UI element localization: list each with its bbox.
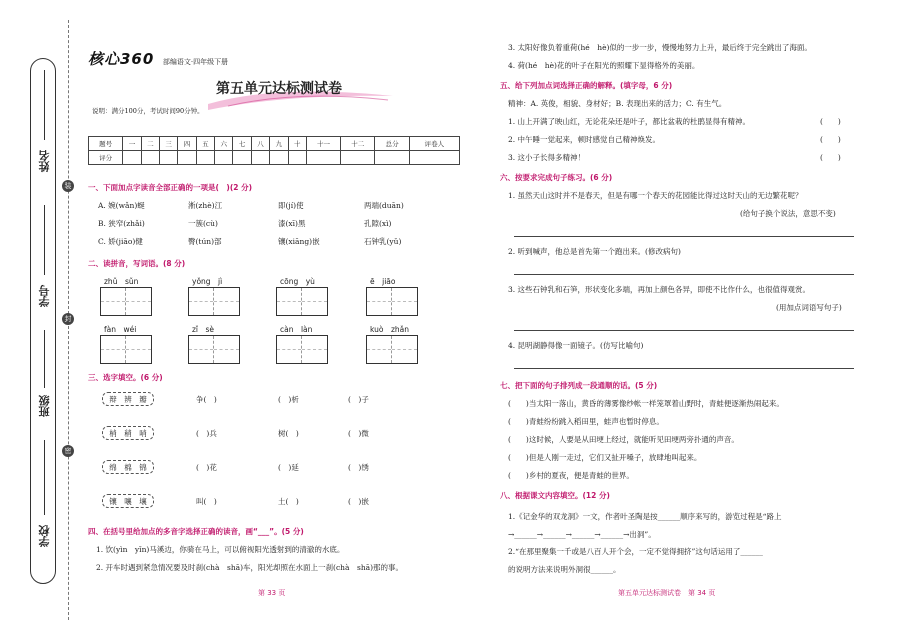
- q8-heading: 八、根据课文内容填空。(12 分): [500, 491, 610, 500]
- score-header-row: [89, 137, 460, 151]
- writing-cell[interactable]: [392, 288, 417, 315]
- q8-item-2-cont: 的说明方法来说明外洞很______。: [508, 565, 621, 574]
- q2-heading: 二、读拼音，写词语。(8 分): [88, 259, 186, 268]
- q2-writing-grid[interactable]: [100, 335, 152, 364]
- seal-mi: 密: [62, 445, 74, 457]
- binding-frame: [30, 58, 56, 584]
- writing-cell[interactable]: [126, 288, 151, 315]
- writing-cell[interactable]: [302, 336, 327, 363]
- writing-cell[interactable]: [367, 336, 392, 363]
- score-col-header: 八: [251, 137, 269, 151]
- page-title: 第五单元达标测试卷: [216, 81, 342, 97]
- q7-item-2: ( )青蛙纷纷跳入稻田里，蛙声也暂时停息。: [508, 417, 664, 426]
- score-col-header: 三: [160, 137, 178, 151]
- q7-item-5: ( )乡村的夏夜，便是青蛙的世界。: [508, 471, 634, 480]
- score-col-header: 评卷人: [409, 137, 459, 151]
- q4-heading: 四、在括号里给加点的多音字选择正确的读音，画“___”。(5 分): [88, 527, 304, 536]
- q6-answer-line-1[interactable]: [514, 236, 854, 237]
- writing-cell[interactable]: [277, 288, 302, 315]
- edition-label: 部编语文·四年级下册: [162, 58, 229, 66]
- score-col-header: 一: [123, 137, 141, 151]
- q1-option-cell: B. 狭窄(zhǎi): [98, 219, 145, 228]
- q3-blank[interactable]: 树( ): [278, 429, 299, 438]
- q4-item-3: 3. 太阳好像负着重荷(hé hè)似的一步一步，慢慢地努力上升，最后终于完全跳出了海面。: [508, 43, 812, 52]
- q2-writing-grid[interactable]: [188, 335, 240, 364]
- writing-cell[interactable]: [126, 336, 151, 363]
- q3-blank[interactable]: ( )绣: [348, 463, 369, 472]
- writing-cell[interactable]: [189, 288, 214, 315]
- q1-option-cell: 孔隙(xì): [364, 219, 392, 228]
- writing-cell[interactable]: [277, 336, 302, 363]
- q2-writing-grid[interactable]: [366, 287, 418, 316]
- q7-item-1: ( )当太阳一落山，黄昏的薄雾像纱帐一样笼罩着山野时，青蛙便逐渐热闹起来。: [508, 399, 784, 408]
- score-col-header: 十一: [306, 137, 340, 151]
- q7-item-4: ( )但是人刚一走过，它们又扯开嗓子，放肆地叫起来。: [508, 453, 702, 462]
- q6-heading: 六、按要求完成句子练习。(6 分): [500, 173, 613, 182]
- q2-writing-grid[interactable]: [366, 335, 418, 364]
- q2-writing-grid[interactable]: [100, 287, 152, 316]
- q2-pinyin: zǐ sè: [192, 325, 215, 334]
- q1-option-cell: 即(jí)使: [278, 201, 304, 210]
- q3-blank[interactable]: ( )兵: [196, 429, 217, 438]
- q2-writing-grid[interactable]: [276, 335, 328, 364]
- q3-blank[interactable]: ( )微: [348, 429, 369, 438]
- q4-item-2: 2. 开车时遇到紧急情况要及时刹(chà shā)车，阳光却照在水面上一刹(chà shā)那的事。: [96, 563, 404, 572]
- q2-writing-grid[interactable]: [276, 287, 328, 316]
- q3-blank[interactable]: ( )子: [348, 395, 369, 404]
- score-cell[interactable]: [160, 151, 178, 165]
- q2-pinyin: ē jiāo: [370, 277, 396, 286]
- writing-cell[interactable]: [367, 288, 392, 315]
- brand-logo: 核心360: [88, 50, 155, 68]
- score-cell[interactable]: [409, 151, 459, 165]
- q1-option-cell: 两端(duān): [364, 201, 404, 210]
- left-page: [88, 36, 460, 626]
- q3-blank[interactable]: ( )析: [278, 395, 299, 404]
- writing-cell[interactable]: [302, 288, 327, 315]
- score-col-header: 四: [178, 137, 196, 151]
- q1-option-cell: A. 婉(wǎn)蜒: [98, 201, 145, 210]
- q1-option-cell: 淅(zhè)江: [188, 201, 223, 210]
- score-col-header: 十二: [341, 137, 375, 151]
- score-col-header: 题号: [89, 137, 123, 151]
- score-cell[interactable]: [178, 151, 196, 165]
- q6-item-2: 2. 听到喊声，他总是首先第一个跑出来。(修改病句): [508, 247, 681, 256]
- name-label: 姓名: [38, 150, 51, 172]
- score-col-header: 七: [233, 137, 251, 151]
- q3-blank[interactable]: 争( ): [196, 395, 217, 404]
- brand-row: [88, 48, 228, 69]
- score-col-header: 六: [215, 137, 233, 151]
- class-label: 班级: [38, 395, 51, 417]
- q6-hint-1: (给句子换个说法，意思不变): [740, 209, 836, 218]
- student-id-label: 学号: [38, 285, 51, 307]
- score-cell[interactable]: [123, 151, 141, 165]
- q5-item-2: 2. 中午睡一觉起来，顿时感觉自己精神焕发。: [508, 135, 661, 144]
- writing-cell[interactable]: [101, 288, 126, 315]
- q4-item-4: 4. 荷(hé hè)花的叶子在阳光的照耀下显得格外的美丽。: [508, 61, 700, 70]
- q2-writing-grid[interactable]: [188, 287, 240, 316]
- q4-item-1: 1. 饮(yìn yǐn)马溪边，你骑在马上，可以俯视阳光透射到的清澈的水底。: [96, 545, 345, 554]
- school-line: [44, 440, 45, 515]
- q1-option-cell: 镶(xiāng)嵌: [278, 237, 320, 246]
- score-col-header: 五: [196, 137, 214, 151]
- q3-blank[interactable]: 叫( ): [196, 497, 217, 506]
- score-cell[interactable]: [196, 151, 214, 165]
- score-col-header: 二: [141, 137, 159, 151]
- score-value-row: [89, 151, 460, 165]
- q2-pinyin: cōng yù: [280, 277, 315, 286]
- score-cell[interactable]: [141, 151, 159, 165]
- score-col-header: 十: [288, 137, 306, 151]
- q2-pinyin: kuò zhǎn: [370, 325, 409, 334]
- score-cell[interactable]: [288, 151, 306, 165]
- q8-item-1: 1.《记金华的双龙洞》一文，作者叶圣陶是按______顺序来写的，游览过程是“路上→______→______→______→______→出洞”。: [508, 512, 782, 539]
- right-page-number: 第五单元达标测试卷 第 34 页: [618, 589, 716, 597]
- q7-item-3: ( )这时候，人要是从田埂上经过，就能听见田埂两旁扑通的声音。: [508, 435, 739, 444]
- q3-heading: 三、选字填空。(6 分): [88, 373, 163, 382]
- q1-option-cell: 臀(tún)部: [188, 237, 222, 246]
- writing-cell[interactable]: [214, 288, 239, 315]
- q6-hint-3: (用加点词语写句子): [776, 303, 842, 312]
- q5-answer-1[interactable]: ( ): [820, 117, 841, 126]
- q3-option-box: 镶 嚷 壤: [102, 494, 154, 508]
- q5-item-1: 1. 山上开满了映山红，无论花朵还是叶子，都比盆栽的杜鹃显得有精神。: [508, 117, 751, 126]
- q6-item-1: 1. 虽然天山这时并不是春天，但是有哪一个春天的花园能比得过这时天山的无边繁花呢？: [508, 191, 803, 200]
- score-cell[interactable]: [306, 151, 340, 165]
- student-id-line: [44, 205, 45, 275]
- score-cell[interactable]: [341, 151, 375, 165]
- q3-blank[interactable]: 土( ): [278, 497, 299, 506]
- score-row-label: 评分: [89, 151, 123, 165]
- score-cell[interactable]: [270, 151, 288, 165]
- q3-option-box: 绵 棉 锦: [102, 460, 154, 474]
- score-cell[interactable]: [251, 151, 269, 165]
- exam-note: 说明：满分100分，考试时间90分钟。: [92, 107, 204, 115]
- score-col-header: 总分: [375, 137, 409, 151]
- q3-blank[interactable]: ( )花: [196, 463, 217, 472]
- left-page-number: 第 33 页: [258, 589, 286, 597]
- q6-item-3: 3. 这些石钟乳和石笋，形状变化多端，再加上颜色各异，即使不比作什么，也很值得观赏。: [508, 285, 811, 294]
- q1-option-cell: C. 娇(jiāo)健: [98, 237, 143, 246]
- score-col-header: 九: [270, 137, 288, 151]
- q3-option-box: 辩 辨 瓣: [102, 392, 154, 406]
- q3-option-box: 梢 稍 哨: [102, 426, 154, 440]
- q6-item-4: 4. 昆明湖静得像一面镜子。(仿写比喻句): [508, 341, 644, 350]
- q2-pinyin: fàn wéi: [104, 325, 137, 334]
- q8-item-2: 2.“在那里聚集一千或是八百人开个会，一定不觉得拥挤”这句话运用了______: [508, 547, 763, 556]
- class-line: [44, 330, 45, 388]
- q6-answer-line-3[interactable]: [514, 330, 854, 331]
- writing-cell[interactable]: [101, 336, 126, 363]
- q1-option-cell: 一簇(cù): [188, 219, 218, 228]
- q6-answer-line-2[interactable]: [514, 274, 854, 275]
- q5-answer-2[interactable]: ( ): [820, 135, 841, 144]
- seal-feng: 封: [62, 313, 74, 325]
- q2-pinyin: zhǔ sǔn: [104, 277, 139, 286]
- right-page: [500, 36, 870, 626]
- score-table: [88, 136, 460, 165]
- writing-cell[interactable]: [189, 336, 214, 363]
- q3-blank[interactable]: ( )嵌: [348, 497, 369, 506]
- binding-strip: [0, 0, 88, 636]
- q5-item-3: 3. 这小子长得多精神！: [508, 153, 586, 162]
- writing-cell[interactable]: [214, 336, 239, 363]
- q1-heading: 一、下面加点字读音全部正确的一项是( )(2 分): [88, 183, 253, 192]
- q7-heading: 七、把下面的句子排列成一段通顺的话。(5 分): [500, 381, 658, 390]
- school-label: 学校: [38, 525, 51, 547]
- seal-zhuang: 装: [62, 180, 74, 192]
- score-cell[interactable]: [233, 151, 251, 165]
- q3-blank[interactable]: ( )延: [278, 463, 299, 472]
- score-cell[interactable]: [375, 151, 409, 165]
- q1-option-cell: 石钟乳(yǔ): [364, 237, 402, 246]
- score-cell[interactable]: [215, 151, 233, 165]
- q5-answer-3[interactable]: ( ): [820, 153, 841, 162]
- writing-cell[interactable]: [392, 336, 417, 363]
- name-line: [44, 70, 45, 140]
- q2-pinyin: càn làn: [280, 325, 313, 334]
- q5-definition: 精神：A. 英俊，相貌、身材好；B. 表现出来的活力；C. 有生气。: [508, 99, 727, 108]
- q6-answer-line-4[interactable]: [514, 368, 854, 369]
- q5-heading: 五、给下列加点词选择正确的解释。(填字母，6 分): [500, 81, 673, 90]
- q2-pinyin: yǒng jì: [192, 277, 223, 286]
- q1-option-cell: 漆(xī)黑: [278, 219, 306, 228]
